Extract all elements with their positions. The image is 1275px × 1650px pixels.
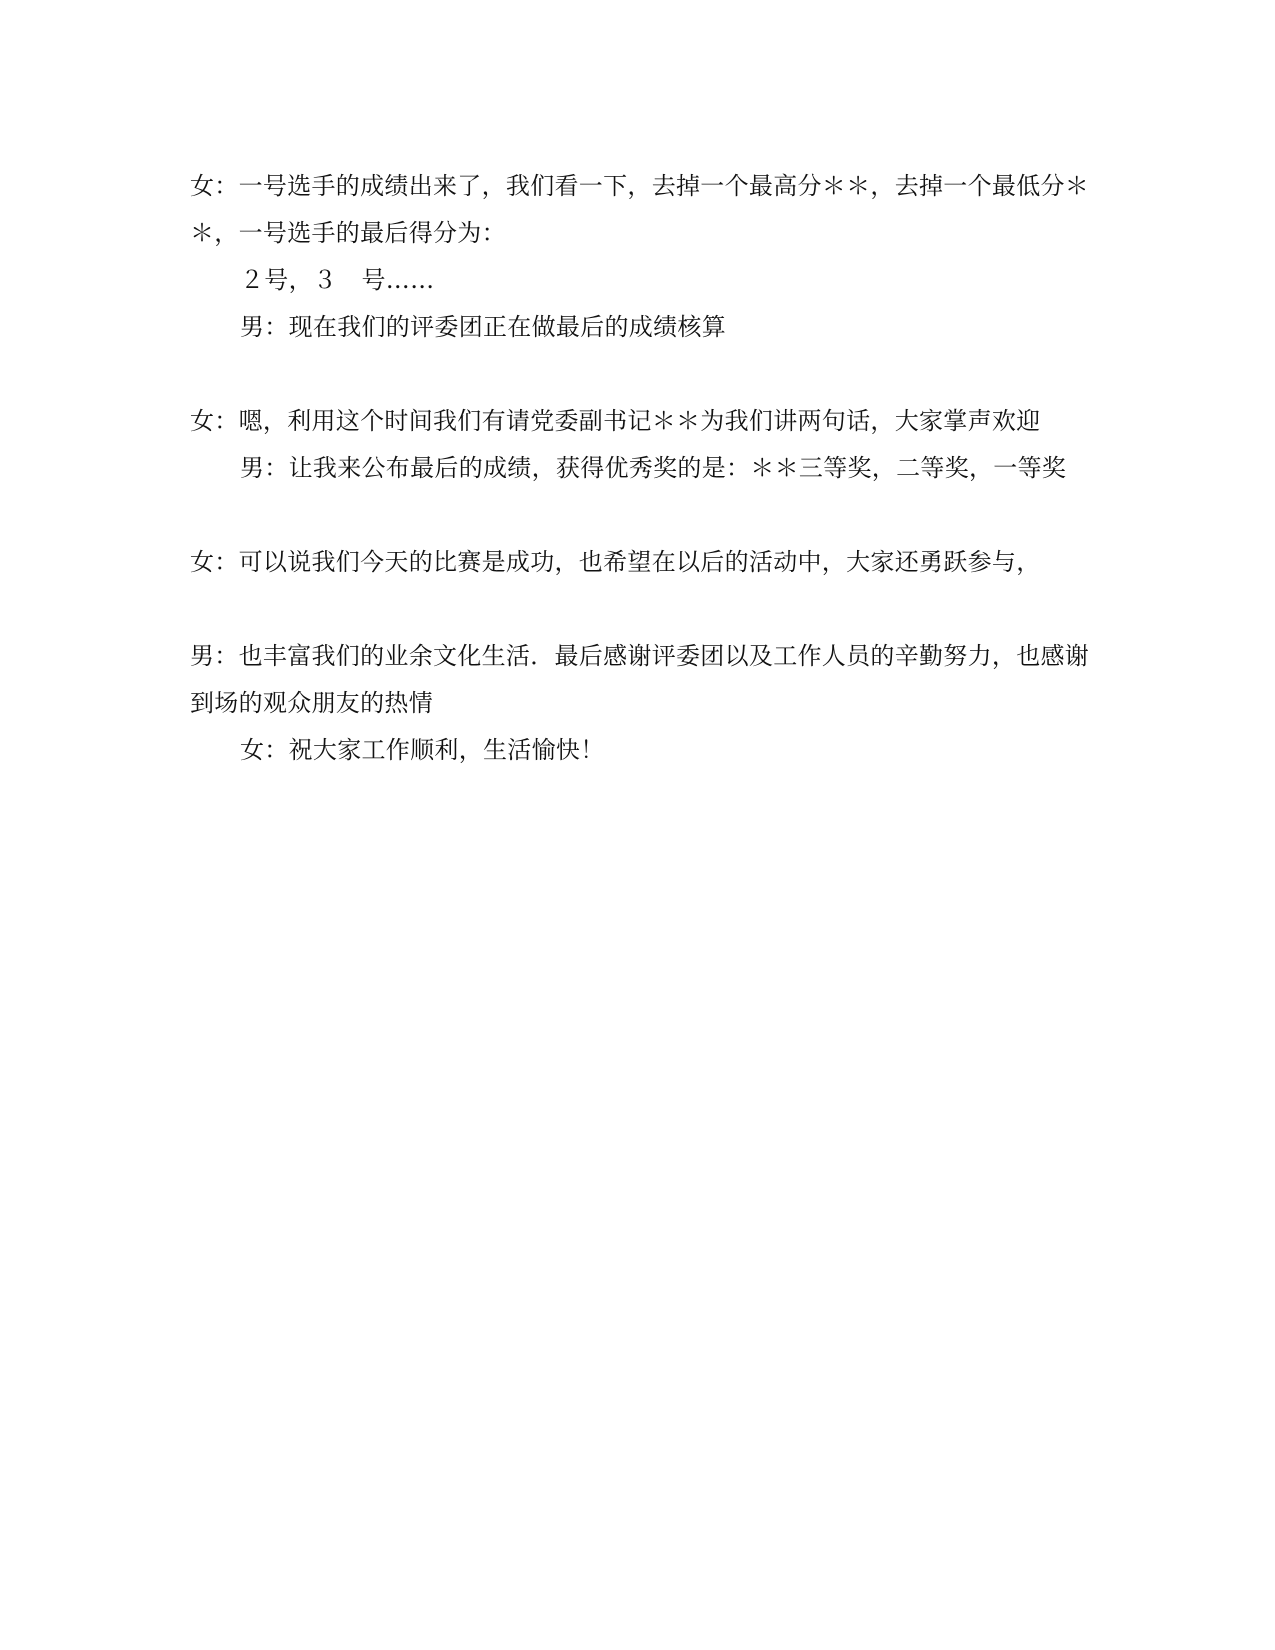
paragraph-5: 男：让我来公布最后的成绩，获得优秀奖的是：＊＊三等奖，二等奖，一等奖: [240, 454, 1067, 482]
document-body: [190, 163, 1090, 774]
paragraph-6: 女：可以说我们今天的比赛是成功，也希望在以后的活动中，大家还勇跃参与，: [190, 548, 1041, 576]
paragraph-1: 女：一号选手的成绩出来了，我们看一下，去掉一个最高分＊＊，去掉一个最低分＊＊，一号选手的最后得分为：: [190, 172, 1090, 247]
paragraph-8: 女：祝大家工作顺利，生活愉快！: [240, 736, 605, 764]
paragraph-7: 男：也丰富我们的业余文化生活．最后感谢评委团以及工作人员的辛勤努力，也感谢到场的观众朋友的热情: [190, 642, 1090, 717]
paragraph-4: 女：嗯，利用这个时间我们有请党委副书记＊＊为我们讲两句话，大家掌声欢迎: [190, 407, 1041, 435]
paragraph-2: ２号，３ 号……: [240, 266, 435, 294]
paragraph-3: 男：现在我们的评委团正在做最后的成绩核算: [240, 313, 726, 341]
